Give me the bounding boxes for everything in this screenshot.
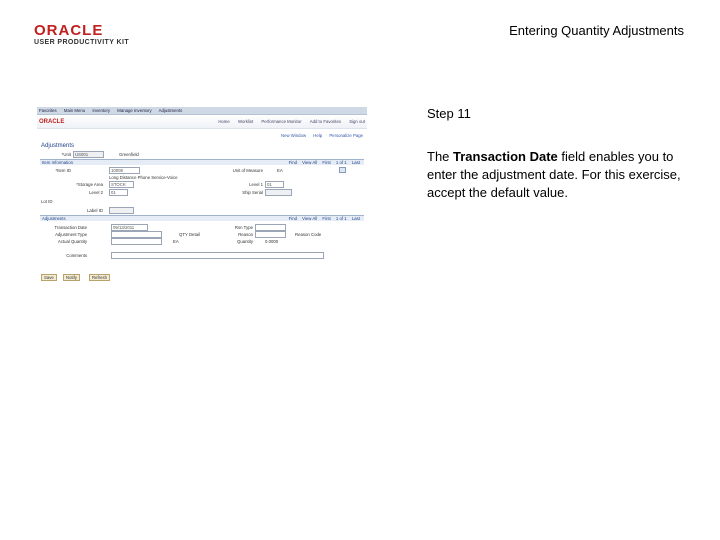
header-link[interactable]: Worklist [237, 119, 254, 124]
rsn-type-label: Rsn Type [234, 225, 253, 230]
description-suffix: field enables you to enter the adjustment date. For this exercise, accept the default value. [427, 149, 681, 200]
item-bar-link[interactable]: First [322, 160, 331, 165]
transaction-date-label: Transaction Date [54, 225, 87, 230]
actual-quantity-field[interactable] [111, 238, 162, 245]
adj-bar-link[interactable]: First [322, 216, 331, 221]
screenshot-nav-bar [37, 107, 367, 115]
label-id-field [109, 207, 134, 214]
save-button[interactable]: Save [41, 274, 57, 281]
logo-oracle-text: ORACLE [34, 22, 104, 39]
header-link[interactable]: Home [218, 119, 230, 124]
item-id-label: *Item ID [55, 168, 71, 173]
transaction-date-field[interactable]: 09/13/2011 [111, 224, 148, 231]
oracle-upk-logo [34, 24, 129, 46]
adjustments-bar-title: Adjustments [42, 216, 66, 221]
nav-item[interactable]: Manage Inventory [117, 108, 152, 113]
description-bold: Transaction Date [453, 149, 558, 164]
adjustments-bar [40, 215, 364, 221]
step-description [427, 148, 697, 202]
screenshot-brand-bar [37, 115, 367, 129]
reason-field[interactable] [255, 231, 286, 238]
adjustment-type-select[interactable] [111, 231, 162, 238]
screenshot-page-title: Adjustments [41, 143, 75, 149]
comments-field[interactable] [111, 252, 324, 259]
header-link[interactable]: Sign out [349, 119, 365, 124]
level-2-label: Level 2 [89, 190, 103, 195]
tool-link[interactable]: Help [313, 133, 323, 138]
adj-bar-link[interactable]: View All [302, 216, 318, 221]
adj-bar-link[interactable]: Last [351, 216, 360, 221]
description-prefix: The [427, 149, 454, 164]
page-title: Entering Quantity Adjustments [509, 23, 684, 38]
refresh-button[interactable]: Refresh [89, 274, 110, 281]
unit-field: US001 [73, 151, 104, 158]
header-link[interactable]: Add to Favorites [309, 119, 342, 124]
adj-bar-link: 1 of 1 [335, 216, 347, 221]
quantity-label: Quantity [236, 239, 253, 244]
unit-label: *Unit [61, 152, 71, 157]
nav-item[interactable]: Inventory [92, 108, 111, 113]
ship-serial-field [265, 189, 292, 196]
item-bar-link[interactable]: View All [302, 160, 318, 165]
step-label: Step 11 [427, 106, 471, 121]
notify-button[interactable]: Notify [63, 274, 80, 281]
storage-area-field[interactable]: STOCK [109, 181, 134, 188]
adjustment-type-label: Adjustment Type [55, 232, 87, 237]
logo-upk-text: USER PRODUCTIVITY KIT [34, 39, 130, 46]
item-information-bar [40, 159, 364, 165]
nav-item[interactable]: Adjustments [158, 108, 183, 113]
nav-item[interactable]: Main Menu [63, 108, 86, 113]
nav-item[interactable]: Favorites [39, 108, 57, 113]
application-screenshot [37, 107, 367, 285]
item-bar-link[interactable]: Last [351, 160, 360, 165]
rsn-type-field[interactable] [255, 224, 286, 231]
lot-id-label: Lot ID [41, 199, 53, 204]
item-bar-link: 1 of 1 [335, 160, 347, 165]
reason-detail: QTY Detail [179, 232, 200, 237]
storage-area-label: *Storage Area [76, 182, 103, 187]
level-id-label: Label ID [86, 208, 103, 213]
level-1-label: Level 1 [249, 182, 263, 187]
tool-link[interactable]: New Window [280, 133, 307, 138]
reason-code-label: Reason Code [295, 232, 322, 237]
unit-description: Greenfield [119, 152, 139, 157]
item-lookup-icon[interactable] [339, 167, 346, 173]
ship-serial-label: Ship Serial [242, 190, 263, 195]
level-2-field[interactable]: 01 [109, 189, 128, 196]
adj-bar-link[interactable]: Find [288, 216, 297, 221]
item-id-field[interactable]: 10008 [109, 167, 140, 174]
quantity-value: 0.0000 [265, 239, 279, 244]
unit-of-measure-value: EA [277, 168, 283, 173]
screenshot-header-links [211, 119, 365, 124]
item-bar-link[interactable]: Find [288, 160, 297, 165]
level-1-field[interactable]: 01 [265, 181, 284, 188]
reason-label: Reason [238, 232, 253, 237]
unit-of-measure-label: Unit of Measure [232, 168, 263, 173]
screenshot-tools [275, 133, 363, 138]
header-link[interactable]: Performance Monitor [261, 119, 302, 124]
item-description: Long Distance Phone Service-Voice [109, 175, 178, 180]
screenshot-oracle-logo: ORACLE [39, 119, 65, 125]
tool-link[interactable]: Personalize Page [329, 133, 363, 138]
item-bar-title: Item Information [42, 160, 74, 165]
actual-quantity-label: Actual Quantity [57, 239, 87, 244]
comments-label: Comments [66, 253, 87, 258]
uom-code: EA [173, 239, 179, 244]
